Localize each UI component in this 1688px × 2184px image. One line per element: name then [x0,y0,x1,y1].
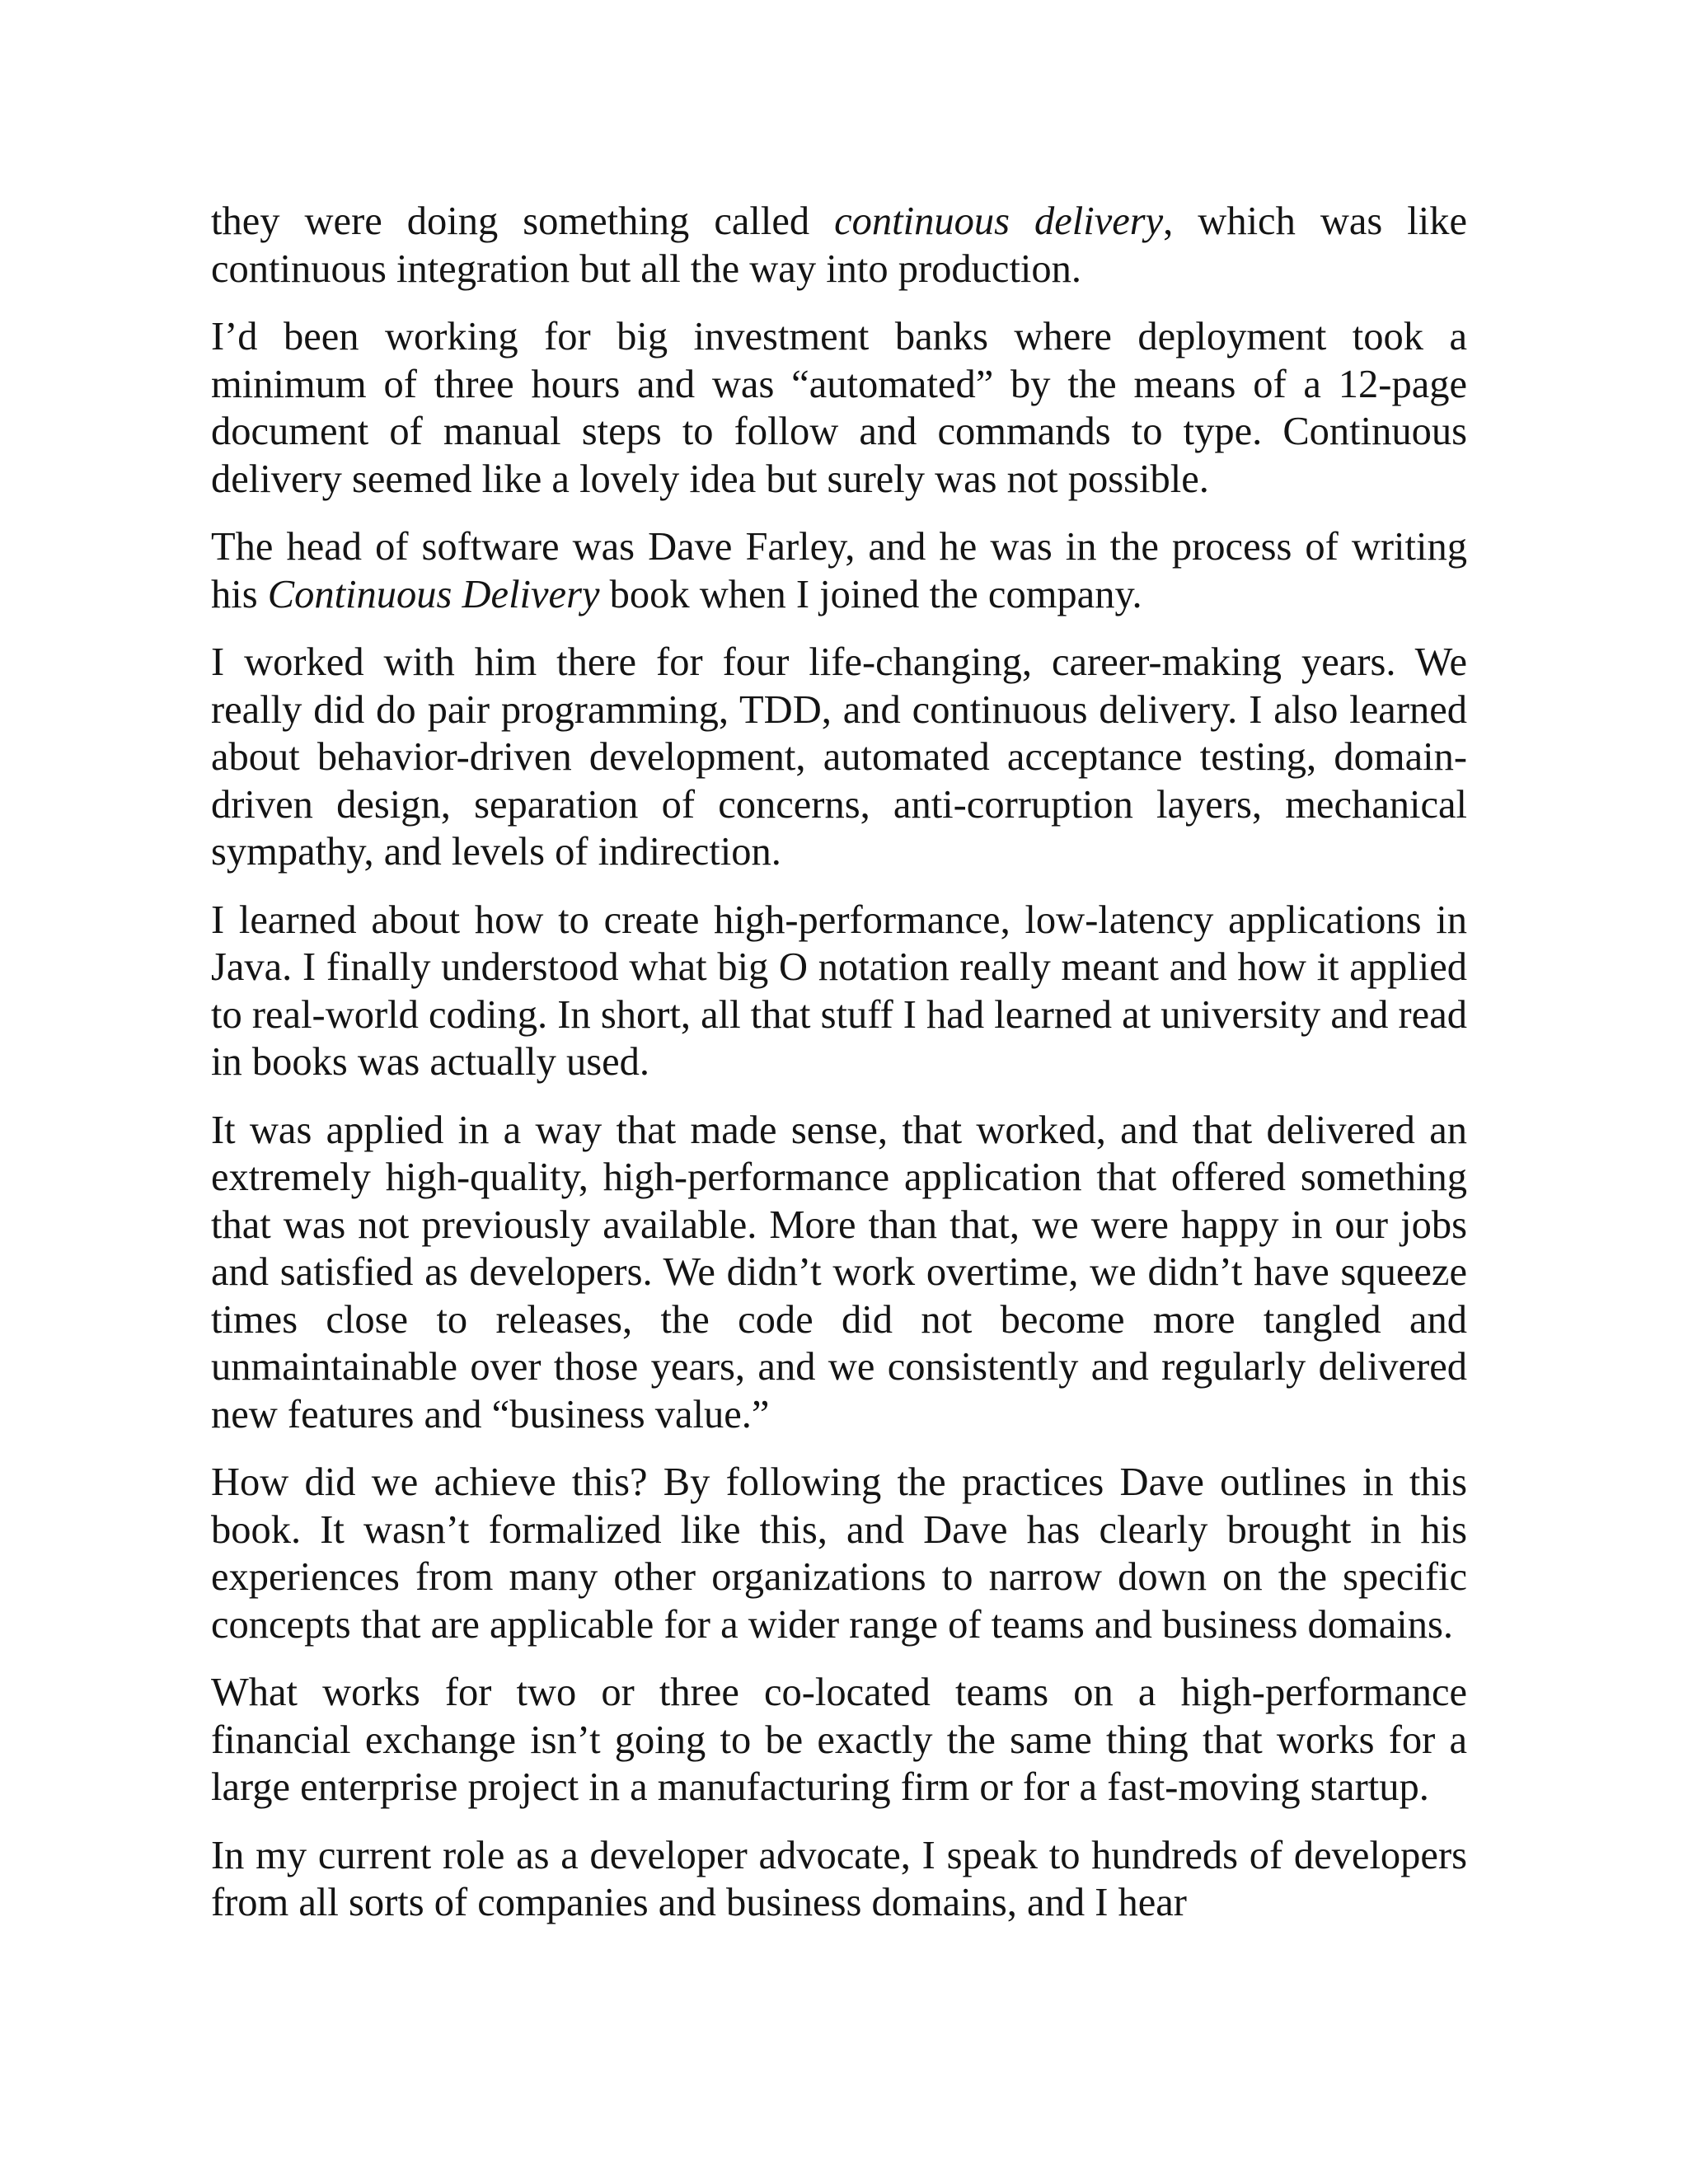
paragraph-9: In my current role as a developer advocate, I speak to hundreds of developers from all sorts of companies and business domains, and I hear [211,1833,1467,1924]
paragraph-4: I worked with him there for four life-changing, career-making years. We really did do pair programming, TDD, and continuous delivery. I also learned about behavior-driven development, automated acceptance testing, domain-driven design, separation of concerns, anti-corruption layers, mechanical sympathy, and levels of indirection. [211,640,1467,874]
paragraph-1-emphasis: continuous delivery [834,199,1164,243]
paragraph-5: I learned about how to create high-performance, low-latency applications in Java. I finally understood what big O notation really meant and how it applied to real-world coding. In short, all that stuff I had learned at university and read in books was actually used. [211,898,1467,1084]
paragraph-1-text-a: they were doing something called [211,199,835,243]
paragraph-2: I’d been working for big investment banks where deployment took a minimum of three hours and was “automated” by the means of a 12-page document of manual steps to follow and commands to type. Continuous delivery seemed like a lovely idea but surely was not possible. [211,315,1467,501]
paragraph-6: It was applied in a way that made sense, that worked, and that delivered an extremely high-quality, high-performance application that offered something that was not previously available. More than that, we were happy in our jobs and satisfied as developers. We didn’t work overtime, we didn’t have squeeze times close to releases, the code did not become more tangled and unmaintainable over those years, and we consistently and regularly delivered new features and “business value.” [211,1108,1467,1436]
paragraph-1-text-b: , which was like continuous integration but all the way into production. [211,199,1468,291]
paragraph-3-text-b: book when I joined the company. [599,572,1142,616]
paragraph-3-emphasis: Continuous Delivery [267,572,600,616]
page-body [211,198,1467,1947]
paragraph-3-text-a: The head of software was Dave Farley, and he was in the process of writing his [211,525,1467,616]
paragraph-7: How did we achieve this? By following the practices Dave outlines in this book. It wasn’t formalized like this, and Dave has clearly brought in his experiences from many other organizations to narrow down on the specific concepts that are applicable for a wider range of teams and business domains. [211,1460,1467,1647]
paragraph-3 [211,523,1467,618]
paragraph-1 [211,198,1467,293]
paragraph-8: What works for two or three co-located teams on a high-performance financial exchange isn’t going to be exactly the same thing that works for a large enterprise project in a manufacturing firm or for a fast-moving startup. [211,1671,1467,1809]
